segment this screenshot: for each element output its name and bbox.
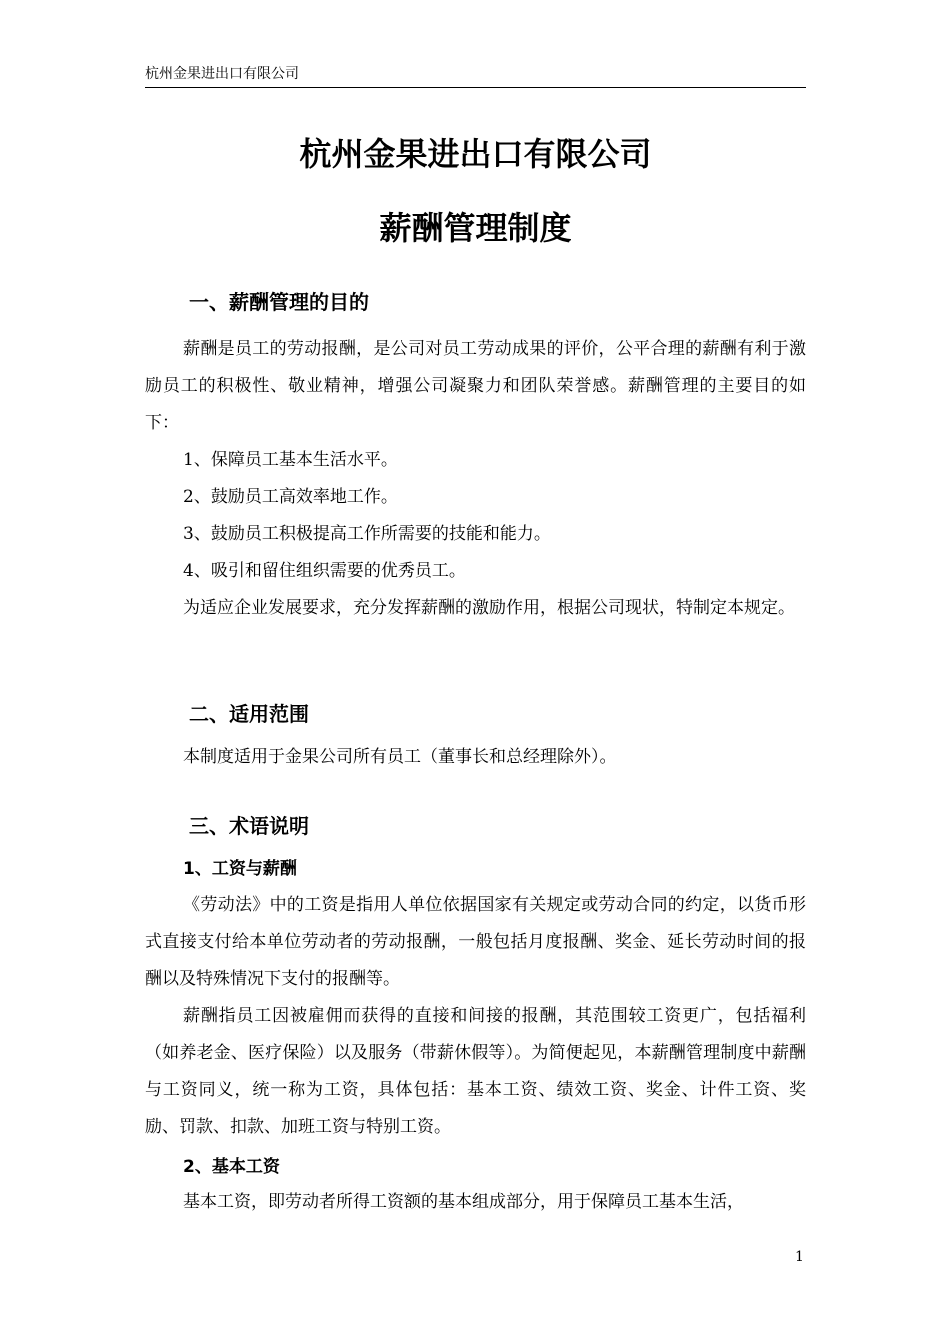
purpose-item: 1、保障员工基本生活水平。 [183, 450, 398, 470]
subsection-heading-base-wage: 2、基本工资 [183, 1157, 280, 1177]
section-heading-terms: 三、术语说明 [189, 814, 309, 838]
section-heading-purpose: 一、薪酬管理的目的 [189, 290, 369, 314]
scope-paragraph: 本制度适用于金果公司所有员工（董事长和总经理除外）。 [183, 747, 617, 767]
subsection-heading-wages: 1、工资与薪酬 [183, 859, 297, 879]
purpose-closing-paragraph: 为适应企业发展要求，充分发挥薪酬的激励作用，根据公司现状，特制定本规定。 [183, 598, 795, 618]
page-number: 1 [795, 1249, 804, 1265]
wages-paragraph: 《劳动法》中的工资是指用人单位依据国家有关规定或劳动合同的约定，以货币形式直接支付给本单位劳动者的劳动报酬，一般包括月度报酬、奖金、延长劳动时间的报酬以及特殊情况下支付的报酬等。 [145, 895, 806, 989]
purpose-intro-paragraph: 薪酬是员工的劳动报酬，是公司对员工劳动成果的评价，公平合理的薪酬有利于激励员工的积极性、敬业精神，增强公司凝聚力和团队荣誉感。薪酬管理的主要目的如下： [145, 339, 806, 433]
document-title-company: 杭州金果进出口有限公司 [299, 135, 652, 173]
document-title: 薪酬管理制度 [379, 209, 572, 247]
base-wage-paragraph: 基本工资，即劳动者所得工资额的基本组成部分，用于保障员工基本生活， [183, 1192, 744, 1212]
purpose-item: 4、吸引和留住组织需要的优秀员工。 [183, 561, 466, 581]
section-heading-scope: 二、适用范围 [189, 702, 309, 726]
purpose-item: 3、鼓励员工积极提高工作所需要的技能和能力。 [183, 524, 551, 544]
purpose-item: 2、鼓励员工高效率地工作。 [183, 487, 398, 507]
running-header: 杭州金果进出口有限公司 [145, 66, 299, 82]
header-rule [145, 87, 806, 88]
salary-paragraph: 薪酬指员工因被雇佣而获得的直接和间接的报酬，其范围较工资更广，包括福利（如养老金、医疗保险）以及服务（带薪休假等）。为简便起见，本薪酬管理制度中薪酬与工资同义，统一称为工资，具体包括：基本工资、绩效工资、奖金、计件工资、奖励、罚款、扣款、加班工资与特别工资。 [145, 1006, 806, 1137]
